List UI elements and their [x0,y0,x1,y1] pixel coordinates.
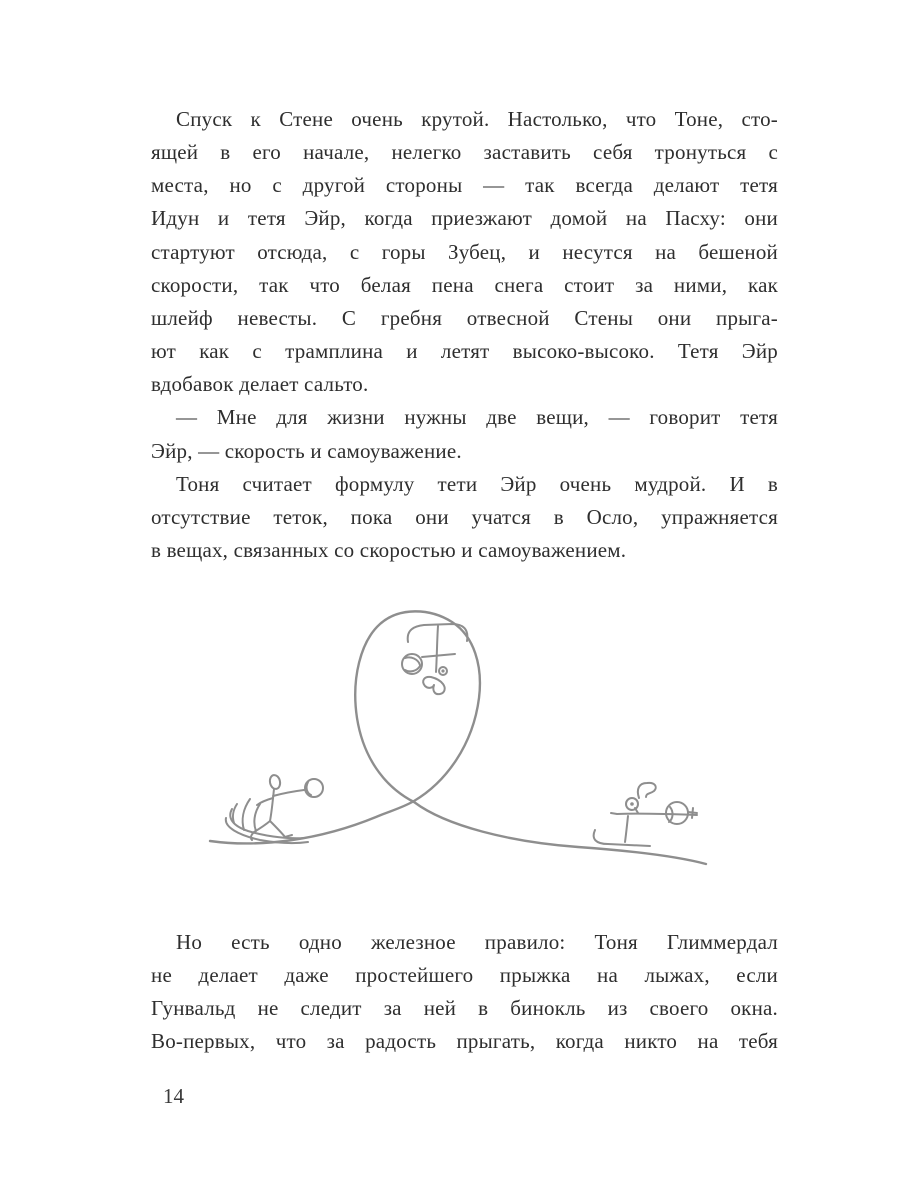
text-line: Но есть одно железное правило: Тоня Глиммердал [176,930,778,954]
text-line: — Мне для жизни нужны две вещи, — говорит тетя [176,405,778,430]
text-line: Спуск к Стене очень крутой. Настолько, что Тоне, сто- [176,107,778,131]
text-line: скорости, так что белая пена снега стоит за ними, как [151,272,778,297]
text-line: не делает даже простейшего прыжка на лыжах, если [151,963,778,988]
skier-left-doodle [226,774,323,843]
text-line: места, но с другой стороны — так всегда делают тетя [151,173,778,198]
paragraph [151,401,778,467]
text-line: Идун и тетя Эйр, когда приезжают домой на Пасху: они [151,206,778,231]
page-text-top [151,103,778,567]
loop-track [210,611,706,864]
text-line: в вещах, связанных со скоростью и самоуважением. [151,538,627,563]
text-line: отсутствие теток, пока они учатся в Осло, упражняется [151,504,778,529]
paragraph [151,468,778,567]
text-line: шлейф невесты. С гребня отвесной Стены они прыга- [151,305,778,330]
text-line: Эйр, — скорость и самоуважение. [151,438,462,463]
skier-flip-doodle [402,624,467,694]
paragraph [151,103,778,401]
text-line: ют как с трамплина и летят высоко-высоко. Тетя Эйр [151,339,778,364]
page-number: 14 [163,1084,184,1108]
text-line: Тоня считает формулу тети Эйр очень мудрой. И в [176,471,778,496]
text-line: стартуют отсюда, с горы Зубец, и несутся на бешеной [151,239,778,264]
page-text-bottom [151,926,778,1059]
doodle-dots [441,669,633,805]
ski-loop-doodle-illustration [180,580,740,900]
text-line: ящей в его начале, нелегко заставить себя тронуться с [151,140,778,165]
text-line: вдобавок делает сальто. [151,372,369,397]
text-line: Гунвальд не следит за ней в бинокль из своего окна. [151,996,778,1021]
skier-right-doodle [594,783,697,846]
paragraph [151,926,778,1059]
text-line: Во-первых, что за радость прыгать, когда никто на тебя [151,1029,778,1054]
